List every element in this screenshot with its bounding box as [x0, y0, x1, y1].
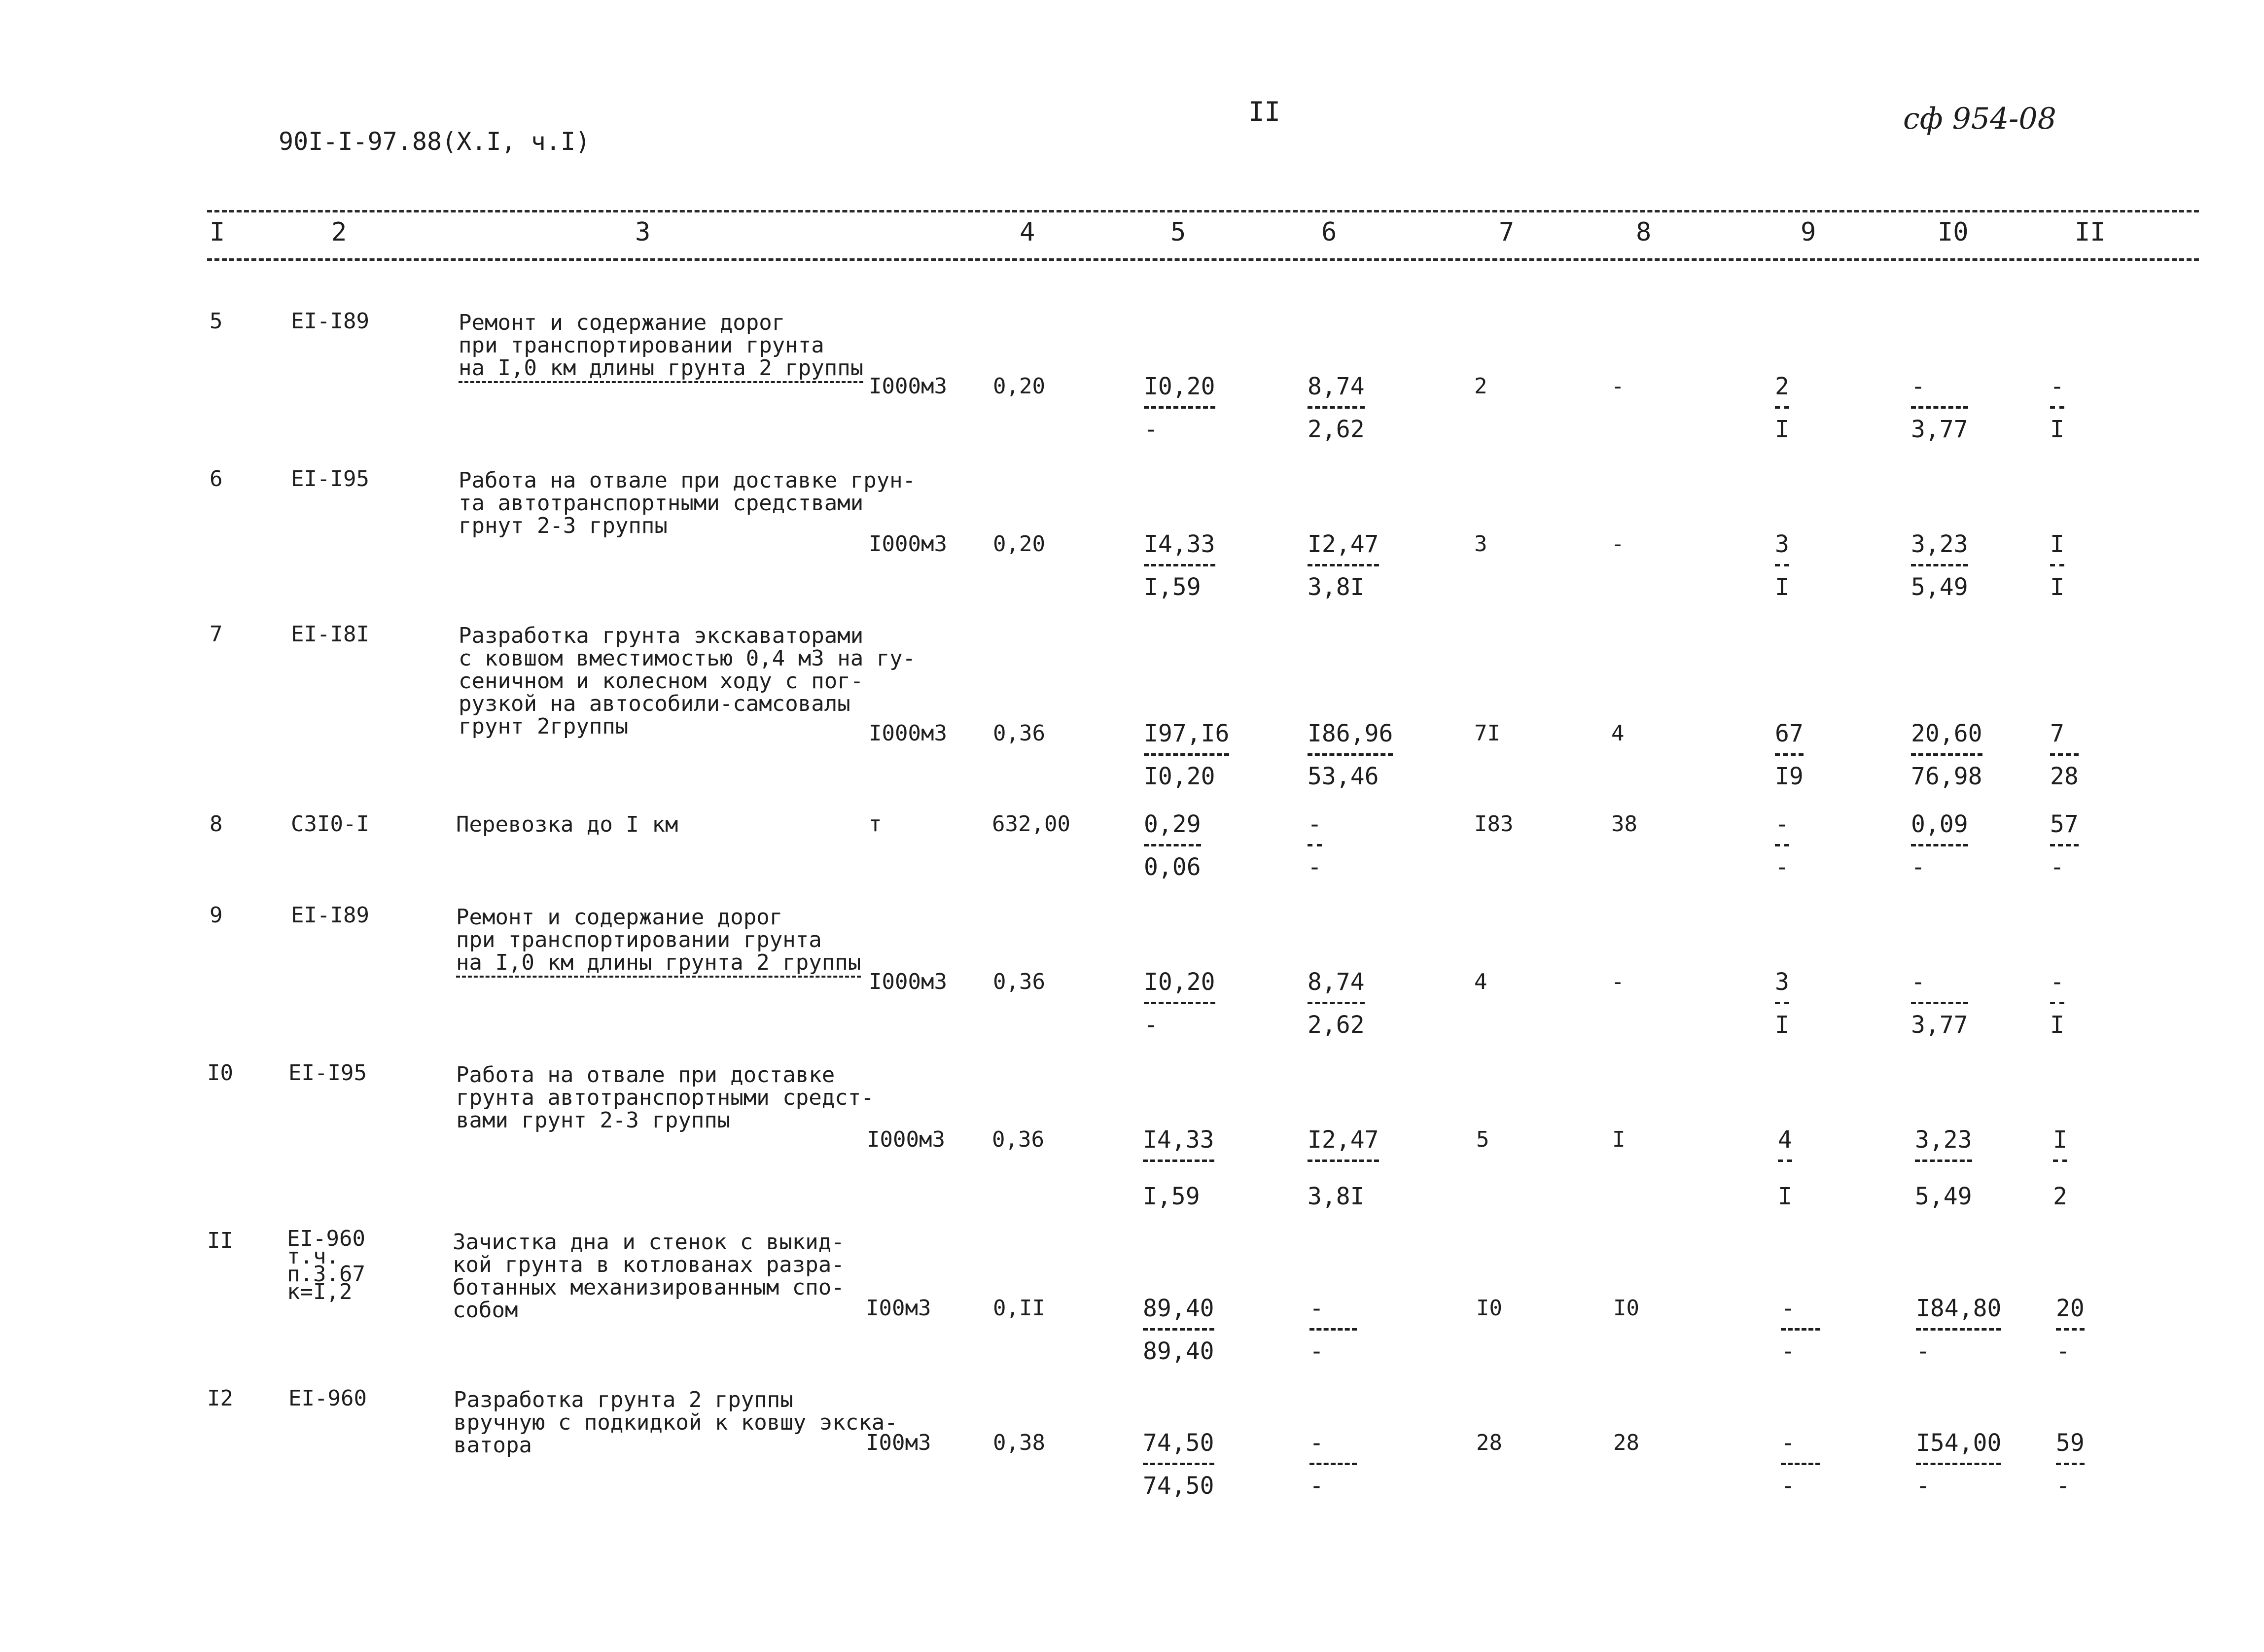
denominator: 2,62	[1308, 416, 1365, 443]
fraction-bar	[1915, 1160, 1972, 1162]
numerator: 8,74	[1308, 373, 1365, 400]
fraction-bar	[1143, 1463, 1214, 1465]
numerator: I2,47	[1308, 1126, 1379, 1154]
row-number: 7	[210, 622, 223, 647]
fraction-bar	[1916, 1463, 2001, 1465]
col10-fraction	[1911, 722, 1982, 788]
description-line: Работа на отвале при доставке	[456, 1062, 835, 1088]
denominator: I0,20	[1144, 763, 1215, 790]
quantity: 0,20	[993, 531, 1045, 557]
col10-fraction	[1911, 812, 1968, 879]
numerator: 0,09	[1911, 810, 1968, 838]
quantity: 632,00	[992, 811, 1070, 837]
fraction-bar	[1308, 1002, 1365, 1004]
description-line: при транспортировании грунта	[456, 927, 822, 952]
col10-fraction	[1911, 532, 1968, 599]
work-description	[459, 312, 863, 380]
denominator: -	[1309, 1472, 1324, 1500]
col11-fraction	[2053, 1128, 2067, 1208]
col10-fraction	[1916, 1431, 2001, 1498]
description-line: при транспортировании грунта	[459, 333, 824, 358]
numerator: 59	[2056, 1429, 2085, 1457]
fraction-bar	[1775, 844, 1789, 846]
fraction-bar	[1143, 1160, 1214, 1162]
description-line: Перевозка до I км	[456, 812, 678, 837]
fraction-bar	[1781, 1328, 1820, 1331]
denominator: -	[1781, 1472, 1795, 1500]
description-line: на I,0 км длины грунта 2 группы	[456, 950, 861, 975]
numerator: I4,33	[1144, 530, 1215, 558]
col11-fraction	[2056, 1431, 2085, 1498]
col5-fraction	[1143, 1297, 1214, 1363]
fraction-bar	[2050, 753, 2079, 756]
fraction-bar	[1144, 753, 1229, 756]
column-header: 8	[1636, 217, 1652, 247]
unit-of-measure: I00м3	[866, 1296, 931, 1321]
description-line: Разработка грунта экскаваторами	[459, 623, 864, 648]
rate-code-line: к=I,2	[287, 1279, 353, 1304]
description-line: грнут 2-3 группы	[459, 513, 668, 538]
row-number: 9	[210, 903, 223, 928]
denominator: I	[1775, 1011, 1789, 1039]
fraction-bar	[1911, 1002, 1968, 1004]
rate-code-line: п.3.67	[287, 1262, 365, 1287]
description-line: вручную с подкидкой к ковшу экска-	[454, 1410, 898, 1435]
description-line: вами грунт 2-3 группы	[456, 1108, 731, 1133]
col10-fraction	[1915, 1128, 1972, 1208]
numerator: I4,33	[1143, 1126, 1214, 1154]
header-rule-bottom	[207, 258, 2199, 261]
rate-code-line: т.ч.	[287, 1244, 339, 1269]
rate-code: С3I0-I	[291, 811, 369, 837]
col8-value: -	[1611, 969, 1625, 994]
rate-code: EI-I89	[291, 309, 369, 334]
rate-code: EI-I95	[288, 1060, 367, 1086]
col7-value: 28	[1476, 1430, 1502, 1455]
quantity: 0,36	[992, 1127, 1044, 1152]
col5-fraction	[1144, 532, 1215, 599]
fraction-bar	[2056, 1328, 2085, 1331]
rate-code: EI-I95	[291, 466, 369, 492]
rate-code: EI-I8I	[291, 622, 369, 647]
col8-value: 4	[1611, 721, 1625, 746]
work-description	[454, 1389, 898, 1457]
denominator: -	[1781, 1337, 1795, 1365]
col6-fraction	[1309, 1431, 1357, 1498]
fraction-bar	[1911, 844, 1968, 846]
col6-fraction	[1309, 1297, 1357, 1363]
numerator: -	[1911, 373, 1925, 400]
column-header: 9	[1801, 217, 1816, 247]
col5-fraction	[1143, 1431, 1214, 1498]
numerator: 4	[1778, 1126, 1792, 1154]
denominator: -	[2050, 853, 2064, 881]
fraction-bar	[1309, 1463, 1357, 1465]
col6-fraction	[1308, 812, 1322, 879]
work-description	[453, 1231, 845, 1322]
rate-code	[287, 1226, 365, 1304]
work-description	[456, 1064, 874, 1132]
numerator: I0,20	[1144, 968, 1215, 996]
denominator: I,59	[1144, 573, 1201, 601]
column-header: 6	[1321, 217, 1337, 247]
col11-fraction	[2050, 532, 2064, 599]
column-header: 7	[1499, 217, 1515, 247]
col9-fraction	[1778, 1128, 1792, 1208]
description-line: Ремонт и содержание дорог	[456, 905, 783, 930]
fraction-bar	[1144, 406, 1215, 409]
denominator: -	[1916, 1472, 1930, 1500]
unit-of-measure: т	[869, 811, 882, 837]
unit-of-measure: I00м3	[866, 1430, 931, 1455]
col11-fraction	[2056, 1297, 2085, 1363]
col7-value: 7I	[1474, 721, 1500, 746]
col9-fraction	[1775, 532, 1789, 599]
col6-fraction	[1308, 722, 1393, 788]
quantity: 0,II	[993, 1296, 1045, 1321]
fraction-bar	[1781, 1463, 1820, 1465]
description-line: ботанных механизированным спо-	[453, 1275, 845, 1300]
denominator: -	[2056, 1472, 2070, 1500]
column-header: I0	[1938, 217, 1969, 247]
work-description	[456, 813, 678, 836]
fraction-bar	[1916, 1328, 2001, 1331]
fraction-bar	[1308, 406, 1365, 409]
fraction-bar	[1144, 564, 1215, 566]
fraction-bar	[1775, 1002, 1789, 1004]
numerator: 74,50	[1143, 1429, 1214, 1457]
fraction-bar	[1778, 1160, 1792, 1162]
fraction-bar	[1775, 753, 1804, 756]
header-rule-top	[207, 210, 2199, 212]
col5-fraction	[1144, 375, 1215, 441]
col7-value: 5	[1476, 1127, 1489, 1152]
col5-fraction	[1144, 722, 1229, 788]
col11-fraction	[2050, 375, 2064, 441]
fraction-bar	[1911, 564, 1968, 566]
description-line: Ремонт и содержание дорог	[459, 310, 785, 335]
numerator: I86,96	[1308, 720, 1393, 747]
row-number: 5	[210, 309, 223, 334]
description-line: сеничном и колесном ходу с пог-	[459, 668, 864, 694]
numerator: 67	[1775, 720, 1804, 747]
col10-fraction	[1911, 970, 1968, 1037]
row-number: II	[207, 1228, 233, 1253]
fraction-bar	[1308, 753, 1393, 756]
col5-fraction	[1144, 812, 1201, 879]
column-header: 5	[1170, 217, 1186, 247]
fraction-bar	[1309, 1328, 1357, 1331]
fraction-bar	[1308, 844, 1322, 846]
col11-fraction	[2050, 812, 2079, 879]
unit-of-measure: I000м3	[869, 721, 947, 746]
document-reference: 90I-I-97.88(X.I, ч.I)	[279, 127, 591, 156]
description-line: Работа на отвале при доставке грун-	[459, 468, 916, 493]
denominator: 76,98	[1911, 763, 1982, 790]
description-line: ватора	[454, 1433, 532, 1458]
col9-fraction	[1775, 970, 1789, 1037]
col8-value: -	[1611, 374, 1625, 399]
denominator: -	[1911, 853, 1925, 881]
numerator: I	[2050, 530, 2064, 558]
description-line: кой грунта в котлованах разра-	[453, 1252, 845, 1277]
denominator: 53,46	[1308, 763, 1379, 790]
denominator: -	[1144, 1011, 1158, 1039]
description-line: собом	[453, 1298, 518, 1323]
denominator: 5,49	[1911, 573, 1968, 601]
numerator: -	[1775, 810, 1789, 838]
denominator: -	[1144, 416, 1158, 443]
row-number: 8	[210, 811, 223, 837]
inventory-stamp: сф 954-08	[1903, 102, 2056, 136]
denominator: I	[2050, 1011, 2064, 1039]
column-header: 4	[1020, 217, 1035, 247]
denominator: -	[1308, 853, 1322, 881]
numerator: 20,60	[1911, 720, 1982, 747]
denominator: 74,50	[1143, 1472, 1214, 1500]
numerator: I2,47	[1308, 530, 1379, 558]
fraction-bar	[1308, 564, 1379, 566]
unit-of-measure: I000м3	[869, 969, 947, 994]
denominator: 89,40	[1143, 1337, 1214, 1365]
description-line: на I,0 км длины грунта 2 группы	[459, 355, 864, 381]
numerator: -	[1781, 1429, 1795, 1457]
denominator: 3,8I	[1308, 573, 1365, 601]
denominator: I,59	[1143, 1183, 1200, 1210]
denominator: -	[2056, 1337, 2070, 1365]
col9-fraction	[1775, 812, 1789, 879]
fraction-bar	[1144, 1002, 1215, 1004]
numerator: I54,00	[1916, 1429, 2002, 1457]
denominator: 3,8I	[1308, 1183, 1365, 1210]
col10-fraction	[1916, 1297, 2001, 1363]
col7-value: I83	[1474, 811, 1514, 837]
row-number: I2	[207, 1386, 233, 1411]
unit-of-measure: I000м3	[869, 531, 947, 557]
fraction-bar	[1143, 1328, 1214, 1331]
col6-fraction	[1308, 532, 1379, 599]
fraction-bar	[1775, 406, 1789, 409]
col11-fraction	[2050, 970, 2064, 1037]
fraction-bar	[1144, 844, 1201, 846]
col7-value: 4	[1474, 969, 1487, 994]
col6-fraction	[1308, 375, 1365, 441]
col5-fraction	[1143, 1128, 1214, 1208]
col6-fraction	[1308, 1128, 1379, 1208]
denominator: I	[1775, 416, 1789, 443]
col8-value: 38	[1611, 811, 1637, 837]
work-description	[459, 625, 916, 738]
numerator: 3,23	[1915, 1126, 1972, 1154]
row-number: I0	[207, 1060, 233, 1086]
unit-of-measure: I000м3	[867, 1127, 945, 1152]
numerator: 0,29	[1144, 810, 1201, 838]
denominator: I	[1775, 573, 1789, 601]
quantity: 0,38	[993, 1430, 1045, 1455]
col7-value: 2	[1474, 374, 1487, 399]
col11-fraction	[2050, 722, 2079, 788]
quantity: 0,20	[993, 374, 1045, 399]
denominator: 3,77	[1911, 1011, 1968, 1039]
col8-value: 28	[1613, 1430, 1639, 1455]
col7-value: I0	[1476, 1296, 1502, 1321]
rate-code-line: EI-960	[287, 1226, 365, 1251]
numerator: I	[2053, 1126, 2067, 1154]
row-number: 6	[210, 466, 223, 492]
col9-fraction	[1775, 722, 1804, 788]
column-header: I	[210, 217, 225, 247]
work-description	[459, 469, 916, 537]
column-header: II	[2075, 217, 2106, 247]
col8-value: I	[1612, 1127, 1626, 1152]
col6-fraction	[1308, 970, 1365, 1037]
denominator: I	[1778, 1183, 1792, 1210]
description-line: та автотранспортными средствами	[459, 491, 864, 516]
description-line: Разработка грунта 2 группы	[454, 1387, 793, 1412]
denominator: 2,62	[1308, 1011, 1365, 1039]
denominator: -	[1775, 853, 1789, 881]
page-number: II	[1248, 96, 1281, 127]
fraction-bar	[1308, 1160, 1379, 1162]
denominator: -	[1309, 1337, 1324, 1365]
col8-value: I0	[1613, 1296, 1639, 1321]
denominator: I	[2050, 416, 2064, 443]
numerator: 57	[2050, 810, 2079, 838]
numerator: -	[1781, 1295, 1795, 1322]
numerator: -	[1911, 968, 1925, 996]
rate-code: EI-I89	[291, 903, 369, 928]
fraction-bar	[2050, 564, 2064, 566]
denominator: 2	[2053, 1183, 2067, 1210]
numerator: I84,80	[1916, 1295, 2002, 1322]
fraction-bar	[1911, 753, 1982, 756]
description-line: с ковшом вместимостью 0,4 м3 на гу-	[459, 646, 916, 671]
numerator: 3,23	[1911, 530, 1968, 558]
numerator: -	[2050, 373, 2064, 400]
numerator: 20	[2056, 1295, 2085, 1322]
fraction-bar	[2050, 844, 2079, 846]
col8-value: -	[1611, 531, 1625, 557]
numerator: 8,74	[1308, 968, 1365, 996]
col9-fraction	[1781, 1431, 1820, 1498]
numerator: -	[1308, 810, 1322, 838]
denominator: 28	[2050, 763, 2079, 790]
fraction-bar	[2050, 1002, 2064, 1004]
work-description	[456, 906, 861, 974]
fraction-bar	[2056, 1463, 2085, 1465]
col9-fraction	[1775, 375, 1789, 441]
denominator: 0,06	[1144, 853, 1201, 881]
denominator: 3,77	[1911, 416, 1968, 443]
column-header: 2	[331, 217, 347, 247]
numerator: -	[2050, 968, 2064, 996]
col5-fraction	[1144, 970, 1215, 1037]
column-header: 3	[635, 217, 651, 247]
numerator: I0,20	[1144, 373, 1215, 400]
fraction-bar	[1775, 564, 1789, 566]
col9-fraction	[1781, 1297, 1820, 1363]
numerator: 7	[2050, 720, 2064, 747]
col10-fraction	[1911, 375, 1968, 441]
denominator: I9	[1775, 763, 1804, 790]
rate-code: EI-960	[288, 1386, 367, 1411]
numerator: 3	[1775, 530, 1789, 558]
numerator: 89,40	[1143, 1295, 1214, 1322]
fraction-bar	[1911, 406, 1968, 409]
description-line: Зачистка дна и стенок с выкид-	[453, 1230, 845, 1255]
denominator: -	[1916, 1337, 1930, 1365]
unit-of-measure: I000м3	[869, 374, 947, 399]
numerator: 3	[1775, 968, 1789, 996]
denominator: I	[2050, 573, 2064, 601]
fraction-bar	[2053, 1160, 2067, 1162]
col7-value: 3	[1474, 531, 1487, 557]
numerator: 2	[1775, 373, 1789, 400]
fraction-bar	[2050, 406, 2064, 409]
numerator: I97,I6	[1144, 720, 1230, 747]
denominator: 5,49	[1915, 1183, 1972, 1210]
description-line: грунта автотранспортными средст-	[456, 1085, 874, 1110]
description-line: рузкой на автособили-самсовалы	[459, 691, 850, 716]
numerator: -	[1309, 1295, 1324, 1322]
numerator: -	[1309, 1429, 1324, 1457]
quantity: 0,36	[993, 721, 1045, 746]
quantity: 0,36	[993, 969, 1045, 994]
description-line: грунт 2группы	[459, 714, 629, 739]
